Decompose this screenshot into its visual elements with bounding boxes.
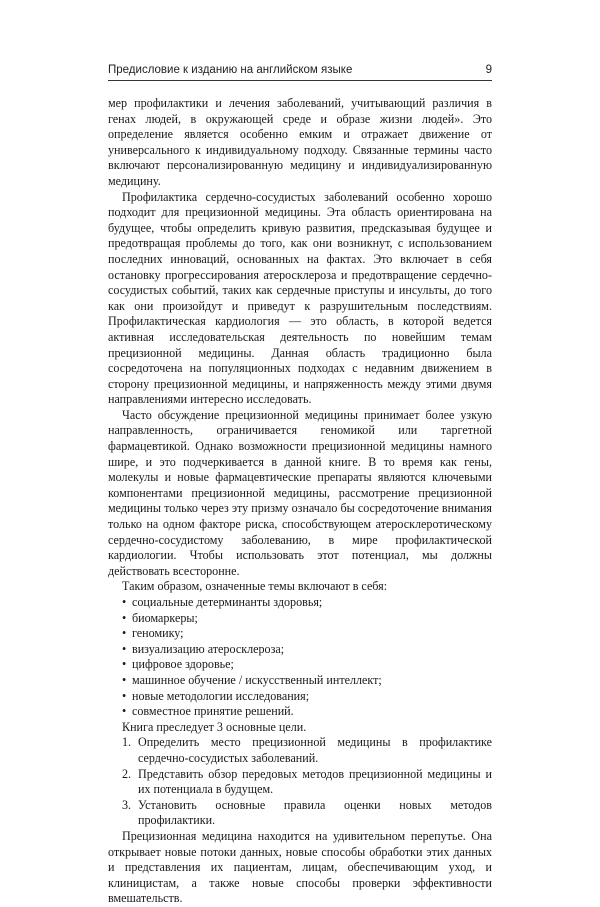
paragraph-narrow-focus: Часто обсуждение прецизионной медицины принимает более узкую направленность, ограничивается геномикой или таргетной фармацевтикой. Однако возможности прецизионной медицины намного шире, и это подчеркивается в данной книге. В то время как гены, молекулы и новые фармацевтические препараты являются ключевыми компонентами прецизионной медицины, рассмотрение прецизионной медицины только через эту призму означало бы сосредоточение внимания только на одном факторе риска, способствующем атеросклеротическому сердечно-сосудистому заболеванию, в мире профилактической кардиологии. Чтобы использовать этот потенциал, мы должны действовать всесторонне. xyxy=(108,407,492,578)
goals-list-item xyxy=(122,767,492,798)
topics-list xyxy=(108,595,492,720)
goals-list-item xyxy=(122,735,492,766)
paragraph-cardiovascular-prevention: Профилактика сердечно-сосудистых заболеваний особенно хорошо подходит для прецизионной медицины. Эта область ориентирована на будущее, чтобы определить кривую развития, предсказывая будущее и предотвращая проблемы до того, как они возникнут, с использованием последних инноваций, основанных на фактах. Это включает в себя остановку прогрессирования атеросклероза и предотвращение сердечно-сосудистых событий, таких как сердечные приступы и инсульты, до того как они произойдут и приведут к разрушительным последствиям. Профилактическая кардиология — это область, в которой ведется активная исследовательская деятельность по новейшим темам прецизионной медицины. Данная область традиционно была сосредоточена на популяционных подходах с недавним движением в сторону прецизионной медицины, и напряженность между этими двумя направлениями интересно исследовать. xyxy=(108,189,492,407)
page-number: 9 xyxy=(485,64,492,76)
goal-text: Представить обзор передовых методов прецизионной медицины и их потенциала в будущем. xyxy=(138,766,492,797)
paragraph-continued: мер профилактики и лечения заболеваний, учитывающий различия в генах людей, в окружающей среде и образе жизни людей». Это определение является особенно емким и отражает движение от универсального к индивидуальному подходу. Связанные термины часто включают персонализированную медицину и индивидуализированную медицину. xyxy=(108,96,492,188)
paragraph-final: Прецизионная медицина находится на удивительном перепутье. Она открывает новые потоки данных, новые способы обработки этих данных и представления их пациентам, лицам, обеспечивающим уход, и клиницистам, а также новые способы проверки эффективности вмешательств. xyxy=(108,828,492,906)
topics-list-item: • геномику; xyxy=(122,626,492,642)
header-title: Предисловие к изданию на английском языке xyxy=(108,64,353,76)
topics-list-item: • биомаркеры; xyxy=(122,611,492,627)
topics-intro: Таким образом, означенные темы включают в себя: xyxy=(122,579,388,594)
topics-list-item: • визуализацию атеросклероза; xyxy=(122,642,492,658)
topics-list-item: • машинное обучение / искусственный интеллект; xyxy=(122,673,492,689)
topics-list-item: • социальные детерминанты здоровья; xyxy=(122,595,492,611)
goals-intro: Книга преследует 3 основные цели. xyxy=(122,719,307,734)
topics-list-item: • цифровое здоровье; xyxy=(122,657,492,673)
goals-list-item xyxy=(122,798,492,829)
goal-number: 3. xyxy=(122,797,132,812)
goals-list xyxy=(108,735,492,829)
goal-number: 2. xyxy=(122,766,132,781)
goal-number: 1. xyxy=(122,735,132,750)
goal-text: Определить место прецизионной медицины в профилактике сердечно-сосудистых заболеваний. xyxy=(138,735,492,765)
topics-list-item: • новые методологии исследования; xyxy=(122,689,492,705)
body-text xyxy=(108,96,492,907)
running-header xyxy=(108,64,492,81)
goal-text: Установить основные правила оценки новых методов профилактики. xyxy=(138,797,492,828)
topics-list-item: • совместное принятие решений. xyxy=(122,704,492,720)
